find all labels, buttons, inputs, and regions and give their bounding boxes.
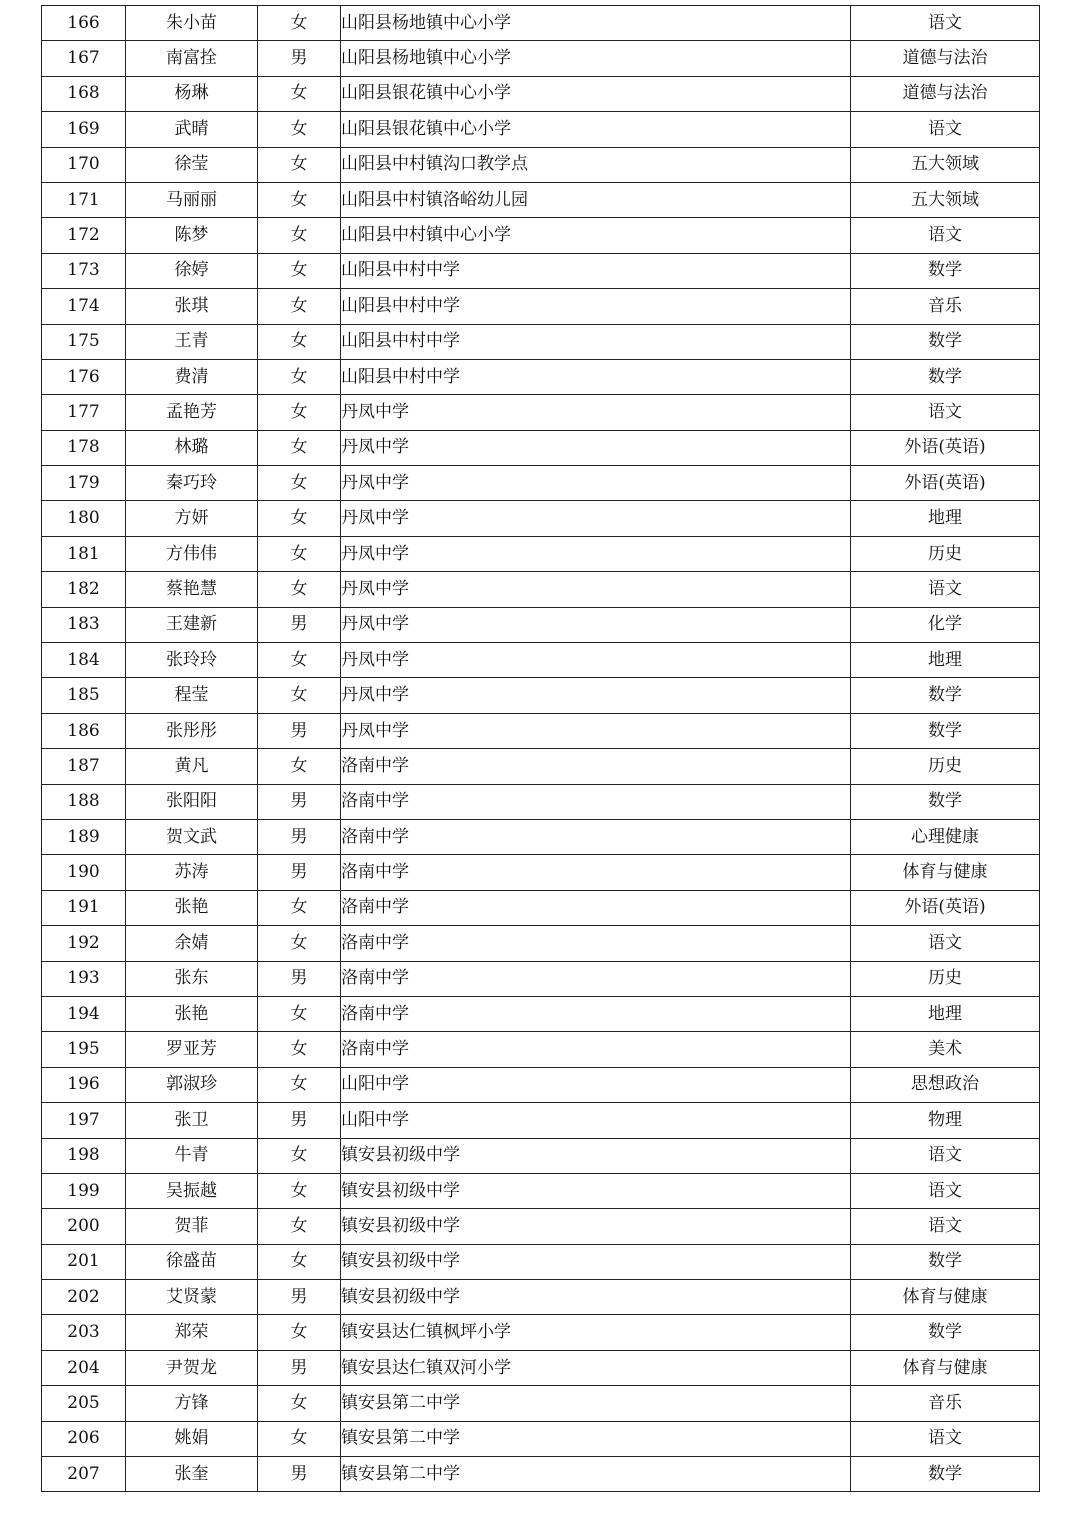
row-number-cell: 187 [42, 749, 126, 784]
subject-cell: 物理 [851, 1103, 1040, 1138]
teacher-name-cell: 张奎 [126, 1457, 258, 1492]
school-name-cell: 洛南中学 [341, 926, 851, 961]
teacher-name-cell: 张玲玲 [126, 643, 258, 678]
teacher-gender-cell: 女 [258, 1067, 341, 1102]
subject-cell: 语文 [851, 572, 1040, 607]
subject-cell: 语文 [851, 6, 1040, 41]
teacher-name-cell: 余婧 [126, 926, 258, 961]
teacher-name-cell: 秦巧玲 [126, 466, 258, 501]
subject-cell: 语文 [851, 1421, 1040, 1456]
subject-cell: 语文 [851, 395, 1040, 430]
teacher-gender-cell: 女 [258, 678, 341, 713]
teacher-name-cell: 尹贺龙 [126, 1350, 258, 1385]
row-number-cell: 192 [42, 926, 126, 961]
table-row [42, 76, 1040, 111]
row-number-cell: 168 [42, 76, 126, 111]
teacher-name-cell: 姚娟 [126, 1421, 258, 1456]
row-number-cell: 200 [42, 1209, 126, 1244]
table-row [42, 607, 1040, 642]
school-name-cell: 丹凤中学 [341, 501, 851, 536]
teacher-gender-cell: 男 [258, 961, 341, 996]
teacher-name-cell: 方锋 [126, 1386, 258, 1421]
table-row [42, 218, 1040, 253]
school-name-cell: 山阳县银花镇中心小学 [341, 76, 851, 111]
table-row [42, 536, 1040, 571]
teacher-name-cell: 马丽丽 [126, 182, 258, 217]
table-row [42, 819, 1040, 854]
teacher-gender-cell: 女 [258, 1138, 341, 1173]
teacher-gender-cell: 女 [258, 289, 341, 324]
teacher-name-cell: 方伟伟 [126, 536, 258, 571]
school-name-cell: 山阳县银花镇中心小学 [341, 112, 851, 147]
school-name-cell: 镇安县初级中学 [341, 1173, 851, 1208]
teacher-gender-cell: 女 [258, 112, 341, 147]
teacher-name-cell: 程莹 [126, 678, 258, 713]
school-name-cell: 洛南中学 [341, 996, 851, 1031]
school-name-cell: 丹凤中学 [341, 678, 851, 713]
subject-cell: 心理健康 [851, 819, 1040, 854]
row-number-cell: 201 [42, 1244, 126, 1279]
row-number-cell: 181 [42, 536, 126, 571]
teacher-name-cell: 牛青 [126, 1138, 258, 1173]
subject-cell: 语文 [851, 1138, 1040, 1173]
school-name-cell: 丹凤中学 [341, 713, 851, 748]
subject-cell: 数学 [851, 1244, 1040, 1279]
subject-cell: 音乐 [851, 1386, 1040, 1421]
school-name-cell: 镇安县第二中学 [341, 1457, 851, 1492]
table-row [42, 182, 1040, 217]
teacher-name-cell: 贺菲 [126, 1209, 258, 1244]
subject-cell: 语文 [851, 1173, 1040, 1208]
school-name-cell: 山阳县中村中学 [341, 253, 851, 288]
subject-cell: 五大领域 [851, 147, 1040, 182]
school-name-cell: 山阳县杨地镇中心小学 [341, 6, 851, 41]
teacher-gender-cell: 男 [258, 607, 341, 642]
row-number-cell: 172 [42, 218, 126, 253]
row-number-cell: 203 [42, 1315, 126, 1350]
teacher-gender-cell: 女 [258, 253, 341, 288]
school-name-cell: 山阳县中村镇沟口教学点 [341, 147, 851, 182]
teacher-gender-cell: 女 [258, 1386, 341, 1421]
subject-cell: 语文 [851, 926, 1040, 961]
table-row [42, 1315, 1040, 1350]
teacher-gender-cell: 女 [258, 76, 341, 111]
row-number-cell: 189 [42, 819, 126, 854]
row-number-cell: 204 [42, 1350, 126, 1385]
subject-cell: 外语(英语) [851, 430, 1040, 465]
table-row [42, 784, 1040, 819]
table-row [42, 643, 1040, 678]
row-number-cell: 175 [42, 324, 126, 359]
teacher-name-cell: 王建新 [126, 607, 258, 642]
roster-table [41, 5, 1040, 1492]
school-name-cell: 镇安县初级中学 [341, 1244, 851, 1279]
school-name-cell: 洛南中学 [341, 1032, 851, 1067]
subject-cell: 数学 [851, 253, 1040, 288]
subject-cell: 数学 [851, 359, 1040, 394]
school-name-cell: 山阳县杨地镇中心小学 [341, 41, 851, 76]
table-row [42, 1350, 1040, 1385]
table-row [42, 1173, 1040, 1208]
teacher-name-cell: 林璐 [126, 430, 258, 465]
table-row [42, 855, 1040, 890]
table-row [42, 996, 1040, 1031]
subject-cell: 语文 [851, 1209, 1040, 1244]
row-number-cell: 169 [42, 112, 126, 147]
school-name-cell: 山阳县中村中学 [341, 359, 851, 394]
school-name-cell: 镇安县第二中学 [341, 1421, 851, 1456]
subject-cell: 外语(英语) [851, 890, 1040, 925]
row-number-cell: 185 [42, 678, 126, 713]
teacher-gender-cell: 女 [258, 926, 341, 961]
roster-body [42, 6, 1040, 1492]
teacher-gender-cell: 男 [258, 1350, 341, 1385]
subject-cell: 地理 [851, 501, 1040, 536]
row-number-cell: 188 [42, 784, 126, 819]
school-name-cell: 丹凤中学 [341, 536, 851, 571]
school-name-cell: 洛南中学 [341, 961, 851, 996]
table-row [42, 1209, 1040, 1244]
teacher-name-cell: 郑荣 [126, 1315, 258, 1350]
school-name-cell: 丹凤中学 [341, 607, 851, 642]
table-row [42, 572, 1040, 607]
teacher-gender-cell: 女 [258, 466, 341, 501]
teacher-name-cell: 孟艳芳 [126, 395, 258, 430]
table-row [42, 1244, 1040, 1279]
row-number-cell: 186 [42, 713, 126, 748]
teacher-name-cell: 徐盛苗 [126, 1244, 258, 1279]
teacher-gender-cell: 女 [258, 1209, 341, 1244]
teacher-gender-cell: 男 [258, 41, 341, 76]
subject-cell: 化学 [851, 607, 1040, 642]
row-number-cell: 180 [42, 501, 126, 536]
subject-cell: 体育与健康 [851, 855, 1040, 890]
row-number-cell: 184 [42, 643, 126, 678]
row-number-cell: 170 [42, 147, 126, 182]
school-name-cell: 丹凤中学 [341, 466, 851, 501]
table-row [42, 1032, 1040, 1067]
subject-cell: 五大领域 [851, 182, 1040, 217]
row-number-cell: 178 [42, 430, 126, 465]
school-name-cell: 镇安县初级中学 [341, 1209, 851, 1244]
school-name-cell: 镇安县初级中学 [341, 1138, 851, 1173]
table-row [42, 6, 1040, 41]
school-name-cell: 丹凤中学 [341, 430, 851, 465]
teacher-name-cell: 徐婷 [126, 253, 258, 288]
teacher-gender-cell: 女 [258, 501, 341, 536]
subject-cell: 数学 [851, 713, 1040, 748]
teacher-gender-cell: 女 [258, 324, 341, 359]
school-name-cell: 洛南中学 [341, 819, 851, 854]
teacher-gender-cell: 女 [258, 890, 341, 925]
teacher-name-cell: 苏涛 [126, 855, 258, 890]
subject-cell: 数学 [851, 678, 1040, 713]
school-name-cell: 洛南中学 [341, 855, 851, 890]
table-row [42, 430, 1040, 465]
table-row [42, 466, 1040, 501]
subject-cell: 数学 [851, 1315, 1040, 1350]
teacher-gender-cell: 男 [258, 855, 341, 890]
teacher-gender-cell: 男 [258, 1103, 341, 1138]
school-name-cell: 山阳中学 [341, 1067, 851, 1102]
teacher-name-cell: 王青 [126, 324, 258, 359]
table-row [42, 41, 1040, 76]
teacher-name-cell: 徐莹 [126, 147, 258, 182]
row-number-cell: 197 [42, 1103, 126, 1138]
school-name-cell: 山阳县中村中学 [341, 324, 851, 359]
row-number-cell: 167 [42, 41, 126, 76]
teacher-gender-cell: 男 [258, 784, 341, 819]
teacher-name-cell: 张阳阳 [126, 784, 258, 819]
teacher-gender-cell: 男 [258, 713, 341, 748]
table-row [42, 253, 1040, 288]
teacher-name-cell: 黄凡 [126, 749, 258, 784]
teacher-gender-cell: 女 [258, 182, 341, 217]
row-number-cell: 194 [42, 996, 126, 1031]
table-row [42, 1067, 1040, 1102]
school-name-cell: 洛南中学 [341, 784, 851, 819]
table-row [42, 926, 1040, 961]
teacher-name-cell: 费清 [126, 359, 258, 394]
table-row [42, 324, 1040, 359]
subject-cell: 道德与法治 [851, 41, 1040, 76]
teacher-gender-cell: 女 [258, 572, 341, 607]
school-name-cell: 山阳县中村中学 [341, 289, 851, 324]
teacher-name-cell: 张彤彤 [126, 713, 258, 748]
subject-cell: 音乐 [851, 289, 1040, 324]
teacher-gender-cell: 女 [258, 1421, 341, 1456]
teacher-gender-cell: 女 [258, 996, 341, 1031]
teacher-gender-cell: 女 [258, 1315, 341, 1350]
row-number-cell: 193 [42, 961, 126, 996]
subject-cell: 数学 [851, 1457, 1040, 1492]
row-number-cell: 190 [42, 855, 126, 890]
teacher-gender-cell: 女 [258, 643, 341, 678]
teacher-gender-cell: 男 [258, 819, 341, 854]
row-number-cell: 191 [42, 890, 126, 925]
teacher-gender-cell: 女 [258, 395, 341, 430]
teacher-name-cell: 罗亚芳 [126, 1032, 258, 1067]
teacher-name-cell: 朱小苗 [126, 6, 258, 41]
school-name-cell: 镇安县达仁镇枫坪小学 [341, 1315, 851, 1350]
table-row [42, 678, 1040, 713]
row-number-cell: 183 [42, 607, 126, 642]
row-number-cell: 171 [42, 182, 126, 217]
teacher-name-cell: 杨琳 [126, 76, 258, 111]
school-name-cell: 洛南中学 [341, 749, 851, 784]
table-row [42, 1280, 1040, 1315]
teacher-name-cell: 张艳 [126, 996, 258, 1031]
row-number-cell: 182 [42, 572, 126, 607]
teacher-name-cell: 南富拴 [126, 41, 258, 76]
school-name-cell: 山阳县中村镇中心小学 [341, 218, 851, 253]
school-name-cell: 洛南中学 [341, 890, 851, 925]
teacher-name-cell: 张琪 [126, 289, 258, 324]
subject-cell: 历史 [851, 961, 1040, 996]
table-row [42, 112, 1040, 147]
school-name-cell: 山阳县中村镇洛峪幼儿园 [341, 182, 851, 217]
teacher-gender-cell: 女 [258, 147, 341, 182]
row-number-cell: 195 [42, 1032, 126, 1067]
row-number-cell: 207 [42, 1457, 126, 1492]
subject-cell: 道德与法治 [851, 76, 1040, 111]
subject-cell: 体育与健康 [851, 1350, 1040, 1385]
table-row [42, 1421, 1040, 1456]
teacher-gender-cell: 女 [258, 536, 341, 571]
teacher-name-cell: 艾贤蒙 [126, 1280, 258, 1315]
teacher-name-cell: 蔡艳慧 [126, 572, 258, 607]
subject-cell: 数学 [851, 324, 1040, 359]
school-name-cell: 丹凤中学 [341, 572, 851, 607]
teacher-name-cell: 张东 [126, 961, 258, 996]
teacher-name-cell: 吴振越 [126, 1173, 258, 1208]
teacher-gender-cell: 男 [258, 1280, 341, 1315]
subject-cell: 地理 [851, 996, 1040, 1031]
table-row [42, 713, 1040, 748]
teacher-name-cell: 郭淑珍 [126, 1067, 258, 1102]
teacher-gender-cell: 女 [258, 1173, 341, 1208]
subject-cell: 数学 [851, 784, 1040, 819]
subject-cell: 体育与健康 [851, 1280, 1040, 1315]
teacher-name-cell: 贺文武 [126, 819, 258, 854]
row-number-cell: 173 [42, 253, 126, 288]
row-number-cell: 176 [42, 359, 126, 394]
subject-cell: 历史 [851, 536, 1040, 571]
teacher-gender-cell: 女 [258, 749, 341, 784]
teacher-gender-cell: 女 [258, 6, 341, 41]
teacher-name-cell: 陈梦 [126, 218, 258, 253]
teacher-gender-cell: 女 [258, 359, 341, 394]
teacher-name-cell: 张卫 [126, 1103, 258, 1138]
table-row [42, 1103, 1040, 1138]
school-name-cell: 镇安县第二中学 [341, 1386, 851, 1421]
teacher-gender-cell: 女 [258, 430, 341, 465]
table-row [42, 890, 1040, 925]
teacher-gender-cell: 男 [258, 1457, 341, 1492]
school-name-cell: 山阳中学 [341, 1103, 851, 1138]
row-number-cell: 177 [42, 395, 126, 430]
school-name-cell: 镇安县初级中学 [341, 1280, 851, 1315]
row-number-cell: 199 [42, 1173, 126, 1208]
subject-cell: 语文 [851, 112, 1040, 147]
row-number-cell: 205 [42, 1386, 126, 1421]
table-row [42, 147, 1040, 182]
teacher-gender-cell: 女 [258, 1244, 341, 1279]
subject-cell: 外语(英语) [851, 466, 1040, 501]
teacher-gender-cell: 女 [258, 218, 341, 253]
row-number-cell: 206 [42, 1421, 126, 1456]
subject-cell: 地理 [851, 643, 1040, 678]
row-number-cell: 196 [42, 1067, 126, 1102]
table-row [42, 289, 1040, 324]
row-number-cell: 202 [42, 1280, 126, 1315]
table-row [42, 501, 1040, 536]
row-number-cell: 174 [42, 289, 126, 324]
teacher-name-cell: 方妍 [126, 501, 258, 536]
subject-cell: 思想政治 [851, 1067, 1040, 1102]
table-row [42, 1386, 1040, 1421]
table-row [42, 395, 1040, 430]
school-name-cell: 镇安县达仁镇双河小学 [341, 1350, 851, 1385]
subject-cell: 语文 [851, 218, 1040, 253]
table-row [42, 961, 1040, 996]
row-number-cell: 198 [42, 1138, 126, 1173]
table-row [42, 749, 1040, 784]
school-name-cell: 丹凤中学 [341, 395, 851, 430]
teacher-name-cell: 张艳 [126, 890, 258, 925]
teacher-gender-cell: 女 [258, 1032, 341, 1067]
subject-cell: 美术 [851, 1032, 1040, 1067]
teacher-name-cell: 武晴 [126, 112, 258, 147]
table-row [42, 1138, 1040, 1173]
row-number-cell: 166 [42, 6, 126, 41]
table-row [42, 1457, 1040, 1492]
subject-cell: 历史 [851, 749, 1040, 784]
school-name-cell: 丹凤中学 [341, 643, 851, 678]
row-number-cell: 179 [42, 466, 126, 501]
table-row [42, 359, 1040, 394]
